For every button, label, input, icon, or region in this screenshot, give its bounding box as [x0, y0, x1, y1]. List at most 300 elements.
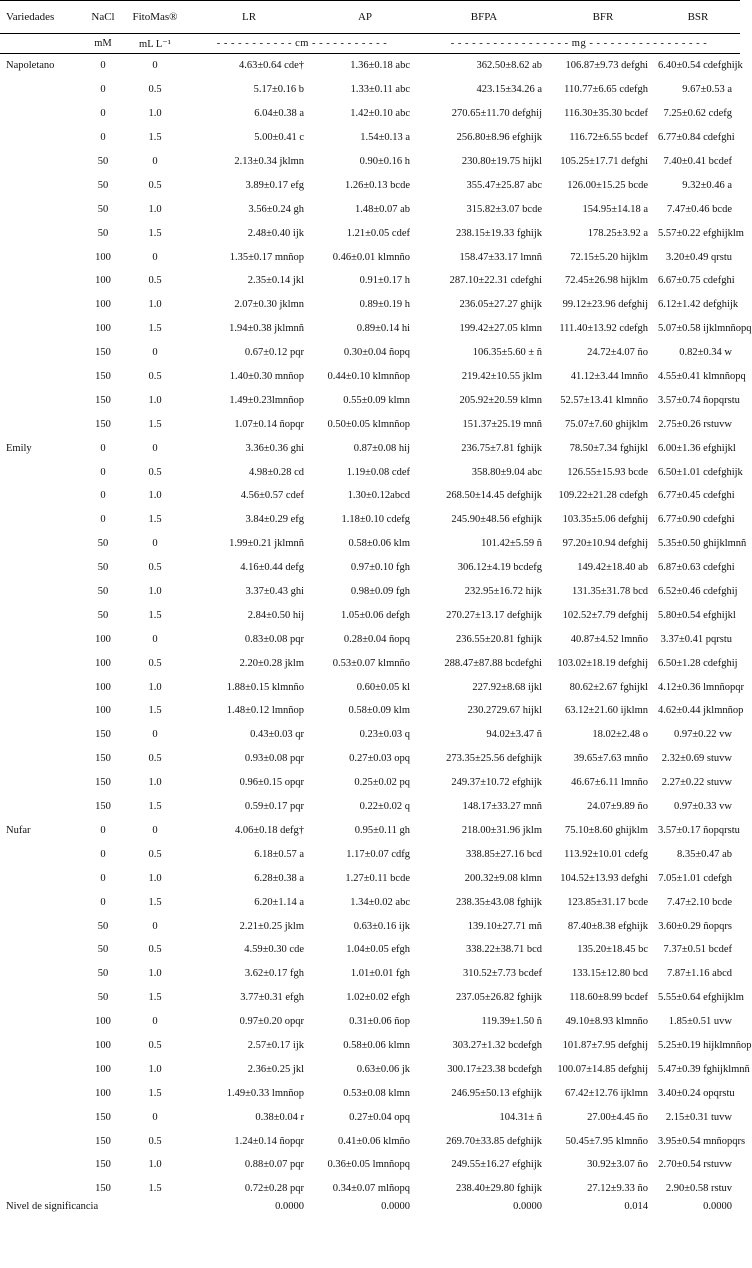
cell-bfr: 109.22±21.28 cdefgh [558, 490, 648, 502]
cell-lr: 6.28±0.38 a [254, 872, 304, 884]
cell-lr: 1.49±0.33 lmnñop [226, 1087, 304, 1099]
cell-fitomas: 0.5 [148, 1039, 162, 1051]
cell-nacl: 0 [100, 84, 106, 96]
cell-fitomas: 0.5 [148, 562, 162, 574]
table-row [0, 1129, 740, 1153]
cell-bfpa: 237.05±26.82 fghijk [456, 992, 542, 1004]
cell-variety [0, 771, 82, 795]
cell-nacl: 150 [95, 371, 111, 383]
cell-nacl: 0 [100, 442, 106, 454]
cell-lr: 0.72±0.28 pqr [244, 1183, 304, 1195]
cell-nacl: 150 [95, 418, 111, 430]
cell-variety: Emily [6, 442, 32, 454]
cell-lr: 1.40±0.30 mnñop [229, 371, 304, 383]
cell-nacl: 100 [95, 705, 111, 717]
cell-variety [0, 699, 82, 723]
header-row [0, 1, 740, 34]
cell-ap: 0.41±0.06 klmño [338, 1135, 410, 1147]
cell-bfpa: 199.42±27.05 klmn [459, 323, 542, 335]
cell-lr: 2.84±0.50 hij [247, 609, 304, 621]
cell-bsr: 5.57±0.22 efghijklm [658, 227, 744, 239]
cell-nacl: 100 [95, 323, 111, 335]
cell-lr: 2.57±0.17 ijk [247, 1039, 304, 1051]
cell-bsr: 6.52±0.46 cdefghij [658, 586, 738, 598]
cell-bsr: 7.25±0.62 cdefg [663, 108, 732, 120]
cell-nacl: 100 [95, 1087, 111, 1099]
cell-nacl: 50 [97, 944, 109, 956]
cell-ap: 0.23±0.03 q [359, 729, 410, 741]
cell-bfpa: 268.50±14.45 defghijk [446, 490, 542, 502]
cell-ap: 0.58±0.09 klm [348, 705, 410, 717]
cell-lr: 0.97±0.20 opqr [239, 1016, 304, 1028]
cell-bfpa: 300.17±23.38 bcdefgh [447, 1063, 542, 1075]
cell-bsr: 2.70±0.54 rstuvw [658, 1159, 732, 1171]
cell-fitomas: 0 [152, 156, 158, 167]
cell-bfr: 18.02±2.48 o [592, 729, 648, 741]
cell-lr: 5.00±0.41 c [254, 132, 304, 144]
table-row [0, 866, 740, 890]
cell-bfpa: 303.27±1.32 bcdefgh [452, 1039, 542, 1051]
cell-lr: 2.36±0.25 jkl [247, 1063, 304, 1075]
table-row [0, 412, 740, 436]
cell-ap: 1.42±0.10 abc [350, 108, 410, 120]
cell-fitomas: 0 [152, 824, 158, 836]
cell-variety: Napoletano [6, 60, 55, 72]
cell-lr: 0.83±0.08 pqr [244, 633, 304, 645]
cell-bfpa: 249.55±16.27 efghijk [451, 1159, 542, 1171]
table-row [0, 436, 740, 460]
table-row [0, 627, 740, 651]
cell-bsr: 6.67±0.75 cdefghi [658, 275, 735, 287]
cell-nacl: 0 [100, 872, 106, 884]
cell-nacl: 100 [95, 275, 111, 287]
cell-fitomas: 0.5 [148, 753, 162, 765]
cell-ap: 0.98±0.09 fgh [350, 586, 410, 598]
table-row [0, 173, 740, 197]
cell-fitomas: 1.0 [148, 586, 162, 598]
cell-ap: 1.34±0.02 abc [350, 896, 410, 908]
cell-bfr: 154.95±14.18 a [582, 203, 648, 215]
cell-bfpa: 338.85±27.16 bcd [465, 848, 542, 860]
cell-lr: 0.67±0.12 pqr [244, 347, 304, 359]
cell-ap: 1.27±0.11 bcde [345, 872, 410, 884]
cell-bsr: 2.27±0.22 stuvw [661, 777, 732, 789]
cell-bfr: 131.35±31.78 bcd [571, 586, 648, 598]
table-row [0, 365, 740, 389]
cell-fitomas: 0.5 [148, 179, 162, 191]
cell-variety [0, 1105, 82, 1129]
cell-bfr: 52.57±13.41 klmnño [560, 394, 648, 406]
cell-lr: 2.20±0.28 jklm [239, 657, 304, 669]
cell-nacl: 150 [95, 394, 111, 406]
unit-nacl: mM [82, 34, 124, 54]
cell-variety [0, 365, 82, 389]
cell-fitomas: 0.5 [148, 466, 162, 478]
significance-ap: 0.0000 [381, 1200, 410, 1212]
cell-bsr: 8.35±0.47 ab [676, 848, 732, 860]
cell-bfpa: 256.80±8.96 efghijk [456, 132, 542, 144]
cell-nacl: 0 [100, 896, 106, 908]
table-row [0, 532, 740, 556]
table-row [0, 556, 740, 580]
cell-ap: 0.97±0.10 fgh [350, 562, 410, 574]
cell-fitomas: 1.5 [148, 896, 162, 908]
cell-bfpa: 236.75±7.81 fghijk [461, 442, 542, 454]
cell-ap: 0.44±0.10 klmnñop [327, 371, 410, 383]
table-row [0, 484, 740, 508]
cell-variety [0, 388, 82, 412]
header-bfpa: BFPA [418, 1, 550, 34]
cell-lr: 2.13±0.34 jklmn [234, 156, 304, 167]
cell-ap: 1.36±0.18 abc [350, 60, 410, 72]
table-row [0, 986, 740, 1010]
cell-bfr: 113.92±10.01 cdefg [564, 848, 648, 860]
cell-bfr: 100.07±14.85 defghij [557, 1063, 648, 1075]
table-row [0, 914, 740, 938]
cell-ap: 0.50±0.05 klmnñop [327, 418, 410, 430]
table-row [0, 675, 740, 699]
cell-bfr: 103.02±18.19 defghij [557, 657, 648, 669]
table-row [0, 293, 740, 317]
table-row [0, 1010, 740, 1034]
cell-bfpa: 310.52±7.73 bcdef [463, 968, 542, 980]
cell-lr: 2.21±0.25 jklm [239, 920, 304, 932]
table-row [0, 126, 740, 150]
cell-nacl: 0 [100, 824, 106, 836]
cell-bfpa: 230.2729.67 hijkl [467, 705, 542, 717]
cell-ap: 0.53±0.08 klmn [343, 1087, 410, 1099]
cell-bfr: 116.72±6.55 bcdef [569, 132, 648, 144]
cell-variety [0, 723, 82, 747]
cell-fitomas: 0.5 [148, 657, 162, 669]
cell-variety [0, 197, 82, 221]
cell-bsr: 6.77±0.84 cdefghi [658, 132, 735, 144]
cell-variety [0, 842, 82, 866]
cell-bfr: 63.12±21.60 ijklmn [564, 705, 648, 717]
cell-variety [0, 627, 82, 651]
cell-variety [0, 102, 82, 126]
cell-variety [0, 866, 82, 890]
cell-lr: 0.93±0.08 pqr [244, 753, 304, 765]
cell-fitomas: 0 [152, 251, 158, 263]
table-row [0, 580, 740, 604]
table-row [0, 1057, 740, 1081]
cell-bsr: 7.37±0.51 bcdef [663, 944, 732, 956]
cell-ap: 1.01±0.01 fgh [350, 968, 410, 980]
cell-nacl: 150 [95, 1135, 111, 1147]
cell-fitomas: 1.5 [148, 609, 162, 621]
header-bsr: BSR [656, 1, 740, 34]
cell-bfr: 40.87±4.52 lmnño [570, 633, 648, 645]
cell-fitomas: 1.5 [148, 514, 162, 526]
cell-bfr: 104.52±13.93 defghi [560, 872, 648, 884]
cell-bfpa: 338.22±38.71 bcd [465, 944, 542, 956]
cell-bfpa: 219.42±10.55 jklm [461, 371, 542, 383]
cell-bsr: 9.32±0.46 a [682, 179, 732, 191]
cell-nacl: 50 [97, 227, 109, 239]
table-row [0, 150, 740, 174]
cell-nacl: 150 [95, 777, 111, 789]
cell-bfr: 72.15±5.20 hijklm [570, 251, 648, 263]
cell-variety [0, 269, 82, 293]
cell-bfr: 102.52±7.79 defghij [562, 609, 648, 621]
cell-fitomas: 1.5 [148, 1183, 162, 1195]
table-row [0, 651, 740, 675]
cell-variety [0, 221, 82, 245]
cell-variety [0, 1153, 82, 1177]
table-row [0, 460, 740, 484]
cell-bfr: 126.55±15.93 bcde [567, 466, 648, 478]
cell-bsr: 4.12±0.36 lmnñopqr [658, 681, 744, 693]
cell-ap: 0.55±0.09 klmn [343, 394, 410, 406]
cell-fitomas: 1.0 [148, 968, 162, 980]
cell-bsr: 5.55±0.64 efghijklm [658, 992, 744, 1004]
cell-fitomas: 1.5 [148, 132, 162, 144]
header-bfr: BFR [550, 1, 656, 34]
cell-variety [0, 1034, 82, 1058]
cell-ap: 0.87±0.08 hij [353, 442, 410, 454]
cell-nacl: 0 [100, 490, 106, 502]
cell-variety [0, 962, 82, 986]
cell-bfpa: 288.47±87.88 bcdefghi [444, 657, 542, 669]
cell-variety [0, 293, 82, 317]
significance-bsr: 0.0000 [703, 1200, 732, 1212]
cell-ap: 0.58±0.06 klm [348, 538, 410, 550]
cell-bfpa: 273.35±25.56 defghijk [446, 753, 542, 765]
table-row [0, 603, 740, 627]
cell-lr: 0.38±0.04 r [255, 1111, 304, 1123]
cell-lr: 4.59±0.30 cde [244, 944, 304, 956]
units-row [0, 34, 740, 54]
cell-bfpa: 236.05±27.27 ghijk [459, 299, 542, 311]
cell-bfr: 75.10±8.60 ghijklm [564, 824, 648, 836]
cell-bfpa: 230.80±19.75 hijkl [461, 156, 542, 167]
cell-nacl: 50 [97, 156, 109, 167]
cell-bfr: 105.25±17.71 defghi [560, 156, 648, 167]
cell-variety [0, 603, 82, 627]
cell-variety [0, 78, 82, 102]
cell-lr: 6.04±0.38 a [254, 108, 304, 120]
cell-bfr: 110.77±6.65 cdefgh [564, 84, 648, 96]
cell-bsr: 1.85±0.51 uvw [668, 1016, 732, 1028]
cell-bsr: 3.40±0.24 opqrstu [658, 1087, 735, 1099]
cell-nacl: 100 [95, 681, 111, 693]
table-row [0, 699, 740, 723]
cell-variety [0, 484, 82, 508]
cell-variety [0, 150, 82, 174]
cell-variety [0, 1129, 82, 1153]
cell-nacl: 50 [97, 968, 109, 980]
cell-lr: 3.37±0.43 ghi [245, 586, 304, 598]
cell-bfr: 116.30±35.30 bcdef [564, 108, 648, 120]
cell-bsr: 6.12±1.42 defghijk [658, 299, 739, 311]
cell-lr: 3.36±0.36 ghi [245, 442, 304, 454]
cell-fitomas: 0 [152, 1111, 158, 1123]
cell-bfr: 27.12±9.33 ño [587, 1183, 648, 1195]
cell-variety [0, 1081, 82, 1105]
header-lr: LR [186, 1, 312, 34]
cell-bsr: 3.57±0.17 ñopqrstu [658, 824, 740, 836]
table-row [0, 269, 740, 293]
cell-bsr: 5.80±0.54 efghijkl [658, 609, 736, 621]
cell-fitomas: 1.5 [148, 227, 162, 239]
cell-nacl: 50 [97, 586, 109, 598]
cell-ap: 0.28±0.04 ñopq [343, 633, 410, 645]
table-row [0, 795, 740, 819]
cell-nacl: 150 [95, 801, 111, 813]
cell-variety [0, 508, 82, 532]
cell-variety [0, 580, 82, 604]
cell-variety [0, 460, 82, 484]
table-row [0, 54, 740, 78]
cell-bfr: 27.00±4.45 ño [587, 1111, 648, 1123]
cell-ap: 1.04±0.05 efgh [346, 944, 410, 956]
cell-bfr: 75.07±7.60 ghijklm [564, 418, 648, 430]
table-row [0, 962, 740, 986]
cell-bsr: 2.75±0.26 rstuvw [658, 418, 732, 430]
significance-lr: 0.0000 [275, 1200, 304, 1212]
cell-bfr: 106.87±9.73 defghi [565, 60, 648, 72]
cell-lr: 1.99±0.21 jklmnñ [229, 538, 304, 550]
cell-fitomas: 0.5 [148, 944, 162, 956]
cell-bfpa: 246.95±50.13 efghijk [451, 1087, 542, 1099]
cell-lr: 1.88±0.15 klmnño [226, 681, 304, 693]
cell-bfr: 24.07±9.89 ño [587, 801, 648, 813]
cell-lr: 0.88±0.07 pqr [244, 1159, 304, 1171]
table-row [0, 1081, 740, 1105]
cell-ap: 0.53±0.07 klmnño [332, 657, 410, 669]
table-body [0, 54, 752, 1201]
cell-bsr: 4.62±0.44 jklmnñop [658, 705, 744, 717]
cell-ap: 0.89±0.14 hi [356, 323, 410, 335]
cell-ap: 0.31±0.06 ñop [349, 1016, 410, 1028]
cell-nacl: 150 [95, 347, 111, 359]
cell-bfpa: 205.92±20.59 klmn [459, 394, 542, 406]
cell-ap: 1.30±0.12abcd [347, 490, 410, 502]
cell-bfpa: 151.37±25.19 mnñ [462, 418, 542, 430]
cell-bfr: 24.72±4.07 ño [587, 347, 648, 359]
cell-ap: 1.05±0.06 defgh [340, 609, 410, 621]
cell-nacl: 50 [97, 538, 109, 550]
cell-bfpa: 139.10±27.71 mñ [467, 920, 542, 932]
cell-lr: 0.96±0.15 opqr [239, 777, 304, 789]
table-row [0, 842, 740, 866]
cell-bsr: 3.20±0.49 qrstu [665, 251, 732, 263]
cell-ap: 1.48±0.07 ab [354, 203, 410, 215]
cell-bsr: 0.97±0.22 vw [674, 729, 732, 741]
cell-ap: 1.19±0.08 cdef [346, 466, 410, 478]
cell-nacl: 100 [95, 633, 111, 645]
cell-bfr: 178.25±3.92 a [587, 227, 648, 239]
cell-lr: 3.62±0.17 fgh [244, 968, 304, 980]
cell-fitomas: 0.5 [148, 1135, 162, 1147]
table-row [0, 197, 740, 221]
cell-fitomas: 0.5 [148, 275, 162, 287]
cell-bfpa: 158.47±33.17 lmnñ [459, 251, 542, 263]
cell-ap: 0.95±0.11 gh [354, 824, 410, 836]
cell-ap: 0.63±0.16 ijk [353, 920, 410, 932]
cell-bfr: 49.10±8.93 klmnño [565, 1016, 648, 1028]
cell-bfpa: 236.55±20.81 fghijk [456, 633, 542, 645]
cell-bfpa: 355.47±25.87 abc [466, 179, 542, 191]
cell-nacl: 150 [95, 729, 111, 741]
cell-bfr: 126.00±15.25 bcde [567, 179, 648, 191]
cell-bfr: 101.87±7.95 defghij [562, 1039, 648, 1051]
cell-fitomas: 1.5 [148, 992, 162, 1004]
cell-nacl: 50 [97, 992, 109, 1004]
cell-bfpa: 101.42±5.59 ñ [481, 538, 542, 550]
cell-variety: Nufar [6, 824, 31, 836]
cell-fitomas: 1.0 [148, 681, 162, 693]
cell-bfpa: 238.40±29.80 fghijk [456, 1183, 542, 1195]
header-ap: AP [312, 1, 418, 34]
cell-fitomas: 1.0 [148, 490, 162, 502]
cell-bfpa: 238.35±43.08 fghijk [456, 896, 542, 908]
cell-bsr: 7.47±0.46 bcde [667, 203, 732, 215]
cell-fitomas: 1.0 [148, 394, 162, 406]
cell-fitomas: 1.5 [148, 705, 162, 717]
cell-bfr: 87.40±8.38 efghijk [567, 920, 648, 932]
cell-variety [0, 986, 82, 1010]
cell-bsr: 3.95±0.54 mnñopqrs [658, 1135, 746, 1147]
cell-bsr: 6.77±0.45 cdefghi [658, 490, 735, 502]
cell-lr: 2.48±0.40 ijk [247, 227, 304, 239]
cell-bsr: 2.90±0.58 rstuv [665, 1183, 732, 1195]
cell-nacl: 100 [95, 657, 111, 669]
cell-nacl: 50 [97, 179, 109, 191]
table-row [0, 102, 740, 126]
significance-label: Nivel de significancia [6, 1200, 99, 1212]
cell-bfpa: 306.12±4.19 bcdefg [457, 562, 542, 574]
cell-fitomas: 1.0 [148, 872, 162, 884]
cell-bfr: 123.85±31.17 bcde [567, 896, 648, 908]
cell-lr: 3.56±0.24 gh [248, 203, 304, 215]
cell-ap: 0.36±0.05 lmnñopq [327, 1159, 410, 1171]
cell-nacl: 150 [95, 753, 111, 765]
cell-bsr: 7.47±2.10 bcde [667, 896, 732, 908]
cell-lr: 4.56±0.57 cdef [240, 490, 304, 502]
cell-bsr: 2.32±0.69 stuvw [661, 753, 732, 765]
cell-bfr: 80.62±2.67 fghijkl [569, 681, 648, 693]
unit-mg: - - - - - - - - - - - - - - - - - mg - - - - - - - - - - - - - - - - - [418, 34, 740, 54]
cell-bsr: 3.60±0.29 ñopqrs [658, 920, 732, 932]
cell-lr: 4.06±0.18 defg† [234, 824, 304, 836]
cell-lr: 0.59±0.17 pqr [244, 801, 304, 813]
cell-fitomas: 0 [152, 633, 158, 645]
cell-bfpa: 358.80±9.04 abc [471, 466, 542, 478]
cell-lr: 1.07±0.14 ñopqr [234, 418, 304, 430]
cell-bfr: 78.50±7.34 fghijkl [569, 442, 648, 454]
cell-fitomas: 1.5 [148, 1087, 162, 1099]
cell-bsr: 5.25±0.19 hijklmnñop [658, 1039, 752, 1051]
cell-bfr: 97.20±10.94 defghij [562, 538, 648, 550]
cell-bfpa: 104.31± ñ [499, 1111, 542, 1123]
cell-nacl: 0 [100, 132, 106, 144]
cell-nacl: 50 [97, 920, 109, 932]
cell-ap: 0.60±0.05 kl [356, 681, 410, 693]
table-row [0, 723, 740, 747]
cell-lr: 4.98±0.28 cd [248, 466, 304, 478]
unit-fitomas: mL L⁻¹ [124, 34, 186, 54]
cell-variety [0, 675, 82, 699]
cell-ap: 0.27±0.03 opq [349, 753, 410, 765]
cell-variety [0, 245, 82, 269]
cell-variety [0, 173, 82, 197]
cell-bfpa: 119.39±1.50 ñ [481, 1016, 542, 1028]
cell-fitomas: 0.5 [148, 848, 162, 860]
cell-bfpa: 227.92±8.68 ijkl [472, 681, 542, 693]
cell-fitomas: 1.0 [148, 108, 162, 120]
